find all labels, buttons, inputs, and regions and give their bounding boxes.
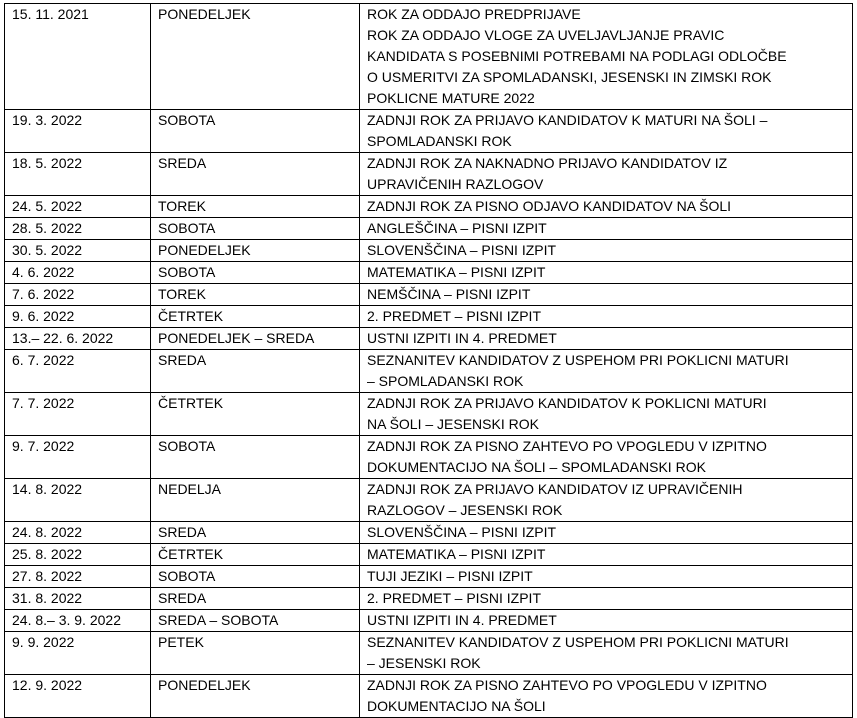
day-cell: TOREK bbox=[151, 196, 360, 218]
event-line: ROK ZA ODDAJO PREDPRIJAVE bbox=[367, 6, 581, 22]
day-cell: SOBOTA bbox=[151, 262, 360, 284]
table-row bbox=[5, 196, 853, 218]
event-line: RAZLOGOV – JESENSKI ROK bbox=[367, 502, 563, 518]
event-line: MATEMATIKA – PISNI IZPIT bbox=[367, 546, 546, 562]
table-row bbox=[5, 284, 853, 306]
date-cell: 7. 7. 2022 bbox=[5, 393, 151, 436]
table-row bbox=[5, 588, 853, 610]
date-cell: 30. 5. 2022 bbox=[5, 240, 151, 262]
event-line: MATEMATIKA – PISNI IZPIT bbox=[367, 264, 546, 280]
table-row bbox=[5, 328, 853, 350]
event-line: 2. PREDMET – PISNI IZPIT bbox=[367, 308, 542, 324]
event-line: DOKUMENTACIJO NA ŠOLI – SPOMLADANSKI ROK bbox=[367, 459, 706, 475]
date-cell: 12. 9. 2022 bbox=[5, 675, 151, 718]
table-row bbox=[5, 566, 853, 588]
event-line: ZADNJI ROK ZA PISNO ZAHTEVO PO VPOGLEDU V IZPITNO bbox=[367, 677, 767, 693]
date-cell: 13.– 22. 6. 2022 bbox=[5, 328, 151, 350]
date-cell: 9. 9. 2022 bbox=[5, 632, 151, 675]
event-line: ZADNJI ROK ZA PISNO ZAHTEVO PO VPOGLEDU V IZPITNO bbox=[367, 438, 767, 454]
date-cell: 28. 5. 2022 bbox=[5, 218, 151, 240]
event-line: KANDIDATA S POSEBNIMI POTREBAMI NA PODLAGI ODLOČBE bbox=[367, 48, 787, 64]
day-cell: ČETRTEK bbox=[151, 544, 360, 566]
date-cell: 9. 6. 2022 bbox=[5, 306, 151, 328]
date-cell: 18. 5. 2022 bbox=[5, 153, 151, 196]
day-cell: SOBOTA bbox=[151, 436, 360, 479]
date-cell: 6. 7. 2022 bbox=[5, 350, 151, 393]
event-line: USTNI IZPITI IN 4. PREDMET bbox=[367, 330, 557, 346]
day-cell: NEDELJA bbox=[151, 479, 360, 522]
date-cell: 19. 3. 2022 bbox=[5, 110, 151, 153]
event-line: DOKUMENTACIJO NA ŠOLI bbox=[367, 698, 546, 714]
table-row bbox=[5, 632, 853, 675]
date-cell: 14. 8. 2022 bbox=[5, 479, 151, 522]
event-cell bbox=[360, 4, 853, 110]
day-cell: SOBOTA bbox=[151, 110, 360, 153]
table-row bbox=[5, 110, 853, 153]
date-cell: 24. 8. 2022 bbox=[5, 522, 151, 544]
event-cell bbox=[360, 544, 853, 566]
event-line: POKLICNE MATURE 2022 bbox=[367, 90, 535, 106]
table-row bbox=[5, 218, 853, 240]
date-cell: 25. 8. 2022 bbox=[5, 544, 151, 566]
event-cell bbox=[360, 262, 853, 284]
event-line: ZADNJI ROK ZA PRIJAVO KANDIDATOV IZ UPRAVIČENIH bbox=[367, 481, 743, 497]
table-row bbox=[5, 544, 853, 566]
day-cell: SREDA bbox=[151, 153, 360, 196]
event-cell bbox=[360, 306, 853, 328]
event-line: USTNI IZPITI IN 4. PREDMET bbox=[367, 612, 557, 628]
table-row bbox=[5, 350, 853, 393]
day-cell: PONEDELJEK bbox=[151, 240, 360, 262]
day-cell: SOBOTA bbox=[151, 218, 360, 240]
table-row bbox=[5, 240, 853, 262]
table-row bbox=[5, 4, 853, 110]
event-cell bbox=[360, 588, 853, 610]
event-cell bbox=[360, 436, 853, 479]
event-line: SPOMLADANSKI ROK bbox=[367, 133, 512, 149]
event-line: ZADNJI ROK ZA PRIJAVO KANDIDATOV K POKLICNI MATURI bbox=[367, 395, 767, 411]
table-row bbox=[5, 393, 853, 436]
date-cell: 7. 6. 2022 bbox=[5, 284, 151, 306]
event-line: ZADNJI ROK ZA PISNO ODJAVO KANDIDATOV NA ŠOLI bbox=[367, 198, 732, 214]
event-line: – SPOMLADANSKI ROK bbox=[367, 373, 524, 389]
event-cell bbox=[360, 350, 853, 393]
event-line: ZADNJI ROK ZA PRIJAVO KANDIDATOV K MATURI NA ŠOLI – bbox=[367, 112, 768, 128]
table-row bbox=[5, 479, 853, 522]
event-cell bbox=[360, 610, 853, 632]
event-line: O USMERITVI ZA SPOMLADANSKI, JESENSKI IN ZIMSKI ROK bbox=[367, 69, 772, 85]
event-line: UPRAVIČENIH RAZLOGOV bbox=[367, 176, 544, 192]
event-cell bbox=[360, 632, 853, 675]
schedule-body bbox=[5, 4, 853, 718]
event-line: NA ŠOLI – JESENSKI ROK bbox=[367, 416, 539, 432]
event-line: NEMŠČINA – PISNI IZPIT bbox=[367, 286, 531, 302]
day-cell: SREDA bbox=[151, 588, 360, 610]
event-line: ANGLEŠČINA – PISNI IZPIT bbox=[367, 220, 547, 236]
event-cell bbox=[360, 393, 853, 436]
table-row bbox=[5, 522, 853, 544]
event-line: ZADNJI ROK ZA NAKNADNO PRIJAVO KANDIDATOV IZ bbox=[367, 155, 728, 171]
date-cell: 9. 7. 2022 bbox=[5, 436, 151, 479]
event-cell bbox=[360, 153, 853, 196]
table-row bbox=[5, 436, 853, 479]
event-line: TUJI JEZIKI – PISNI IZPIT bbox=[367, 568, 533, 584]
date-cell: 31. 8. 2022 bbox=[5, 588, 151, 610]
event-line: SLOVENŠČINA – PISNI IZPIT bbox=[367, 242, 557, 258]
event-line: SLOVENŠČINA – PISNI IZPIT bbox=[367, 524, 557, 540]
day-cell: ČETRTEK bbox=[151, 393, 360, 436]
date-cell: 24. 8.– 3. 9. 2022 bbox=[5, 610, 151, 632]
event-cell bbox=[360, 240, 853, 262]
day-cell: SREDA bbox=[151, 350, 360, 393]
event-line: SEZNANITEV KANDIDATOV Z USPEHOM PRI POKLICNI MATURI bbox=[367, 352, 789, 368]
day-cell: PETEK bbox=[151, 632, 360, 675]
table-row bbox=[5, 153, 853, 196]
event-cell bbox=[360, 479, 853, 522]
day-cell: SREDA – SOBOTA bbox=[151, 610, 360, 632]
event-cell bbox=[360, 328, 853, 350]
day-cell: PONEDELJEK bbox=[151, 675, 360, 718]
event-cell bbox=[360, 566, 853, 588]
table-row bbox=[5, 610, 853, 632]
date-cell: 4. 6. 2022 bbox=[5, 262, 151, 284]
event-line: SEZNANITEV KANDIDATOV Z USPEHOM PRI POKLICNI MATURI bbox=[367, 634, 789, 650]
date-cell: 24. 5. 2022 bbox=[5, 196, 151, 218]
event-cell bbox=[360, 218, 853, 240]
event-line: ROK ZA ODDAJO VLOGE ZA UVELJAVLJANJE PRAVIC bbox=[367, 27, 725, 43]
day-cell: ČETRTEK bbox=[151, 306, 360, 328]
event-cell bbox=[360, 284, 853, 306]
day-cell: TOREK bbox=[151, 284, 360, 306]
event-line: 2. PREDMET – PISNI IZPIT bbox=[367, 590, 542, 606]
table-row bbox=[5, 262, 853, 284]
event-line: – JESENSKI ROK bbox=[367, 655, 481, 671]
schedule-table bbox=[4, 3, 853, 718]
day-cell: SREDA bbox=[151, 522, 360, 544]
date-cell: 15. 11. 2021 bbox=[5, 4, 151, 110]
event-cell bbox=[360, 675, 853, 718]
table-row bbox=[5, 306, 853, 328]
day-cell: PONEDELJEK – SREDA bbox=[151, 328, 360, 350]
event-cell bbox=[360, 196, 853, 218]
day-cell: SOBOTA bbox=[151, 566, 360, 588]
event-cell bbox=[360, 110, 853, 153]
event-cell bbox=[360, 522, 853, 544]
day-cell: PONEDELJEK bbox=[151, 4, 360, 110]
date-cell: 27. 8. 2022 bbox=[5, 566, 151, 588]
table-row bbox=[5, 675, 853, 718]
